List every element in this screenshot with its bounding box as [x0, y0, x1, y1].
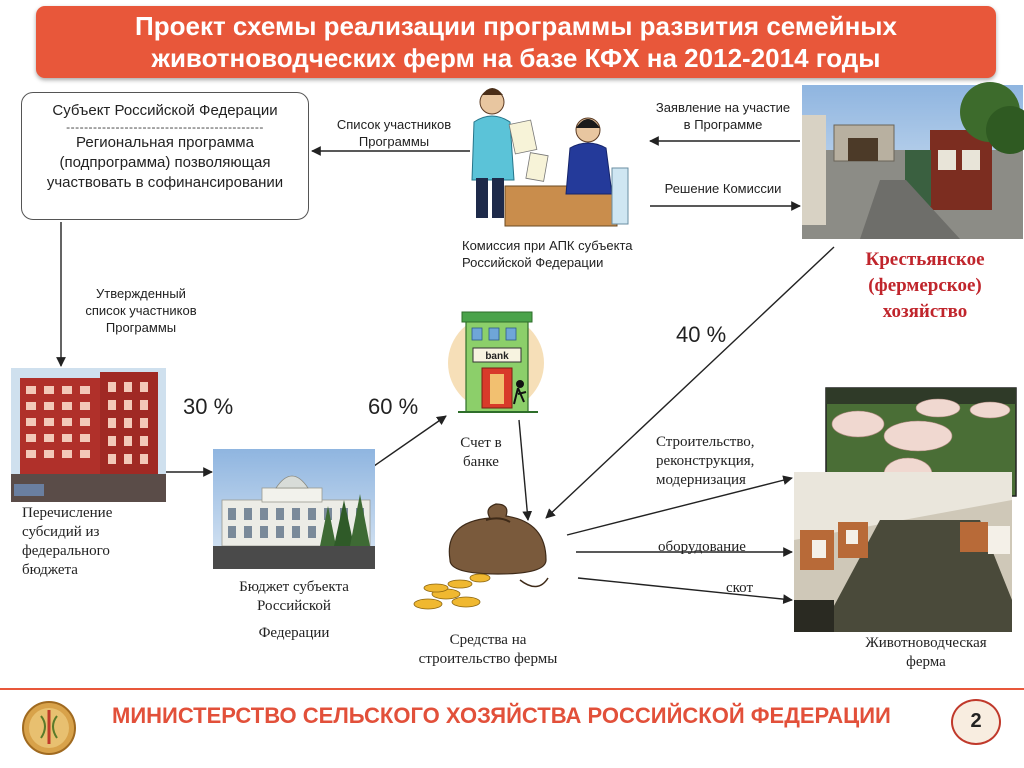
ministry-emblem-icon	[23, 702, 75, 754]
arrow-livestock	[578, 578, 792, 600]
livestock-label: скот	[726, 580, 754, 596]
percent-30: 30 %	[183, 394, 234, 419]
regional-budget-label: Бюджет субъекта Российской Федерации	[239, 579, 349, 641]
percent-60: 60 %	[368, 394, 419, 419]
farm-gate-photo	[802, 82, 1024, 239]
arrow-to-bank	[374, 416, 446, 466]
federal-building-photo	[11, 368, 166, 502]
kfh-title: Крестьянское (фермерское) хозяйство	[865, 249, 985, 322]
equipment-label: оборудование	[658, 539, 746, 555]
percent-40: 40 %	[676, 322, 727, 347]
bank-account-label: Счет в банке	[460, 435, 502, 470]
bank-sign-text: bank	[485, 351, 509, 362]
bank-building-icon	[448, 312, 544, 412]
subsidy-transfer-label: Перечисление субсидий из федерального бюджета	[22, 505, 113, 578]
regional-budget-photo	[213, 449, 375, 569]
arrow-bank-to-funds	[519, 420, 528, 520]
cows-photo	[794, 472, 1012, 632]
farm-funds-label: Средства на строительство фермы	[418, 632, 558, 667]
page-title: Проект схемы реализации программы развития семейных животноводческих ферм на базе КФХ на 2012-2014 годы	[135, 11, 897, 73]
participants-list-label: Список участников Программы	[336, 117, 452, 149]
ministry-name: МИНИСТЕРСТВО СЕЛЬСКОГО ХОЗЯЙСТВА РОССИЙСКОЙ ФЕДЕРАЦИИ	[112, 703, 891, 728]
commission-decision-label: Решение Комиссии	[664, 181, 782, 196]
commission-people-icon	[472, 88, 628, 226]
commission-label: Комиссия при АПК субъекта Российской Федерации	[462, 238, 633, 270]
approved-list-label: Утвержденный список участников Программы	[85, 286, 197, 335]
livestock-farm-label: Животноводческая ферма	[865, 635, 987, 670]
page-number: 2	[951, 699, 1001, 745]
footer-divider	[0, 688, 1024, 690]
application-label: Заявление на участие в Программе	[655, 100, 791, 132]
subject-federation-box: Субъект Российской Федерации -------------------------------------------- Региональная программа (подпрограмма) позволяющая участвовать в софинансировании	[21, 92, 309, 220]
construction-label: Строительство, реконструкция, модернизация	[656, 434, 755, 488]
